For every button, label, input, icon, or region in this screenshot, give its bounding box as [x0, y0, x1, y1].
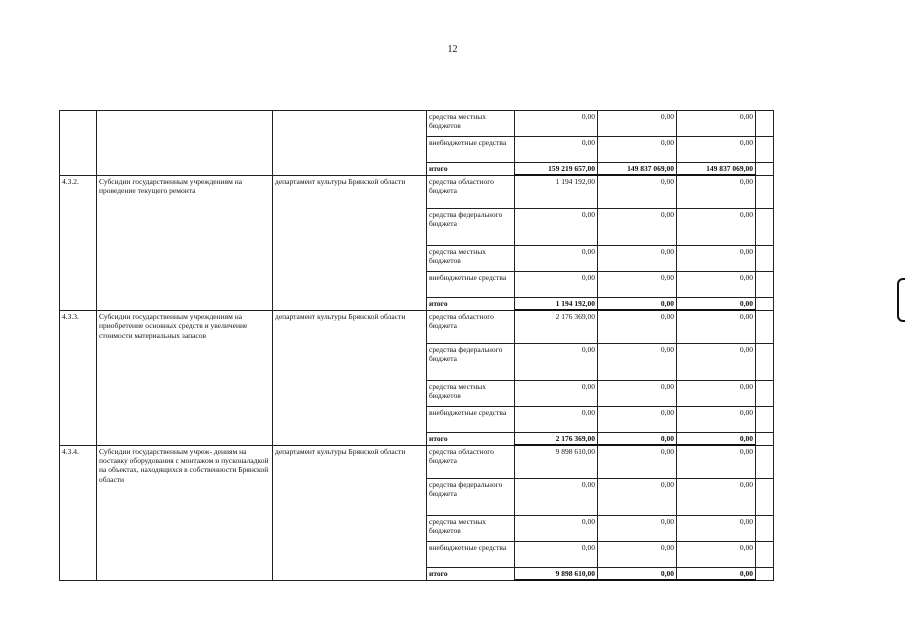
amount-1: 0,00 — [515, 343, 598, 380]
amount-3: 0,00 — [677, 297, 756, 310]
amount-2: 0,00 — [598, 380, 677, 406]
note-cell — [756, 445, 774, 478]
amount-3: 0,00 — [677, 478, 756, 515]
amount-2: 0,00 — [598, 432, 677, 445]
item-name: Субсидии государственным учреждениям на приобретение основных средств и увеличение стоимости материальных запасов — [97, 310, 273, 445]
amount-1: 9 898 610,00 — [515, 445, 598, 478]
amount-2: 0,00 — [598, 245, 677, 271]
funding-source: средства федерального бюджета — [427, 478, 515, 515]
note-cell — [756, 478, 774, 515]
amount-2: 0,00 — [598, 406, 677, 432]
amount-3: 0,00 — [677, 445, 756, 478]
amount-2: 0,00 — [598, 111, 677, 137]
note-cell — [756, 406, 774, 432]
amount-1: 2 176 369,00 — [515, 310, 598, 343]
item-code: 4.3.2. — [60, 175, 97, 310]
amount-3: 0,00 — [677, 111, 756, 137]
note-cell — [756, 310, 774, 343]
funding-source: средства областного бюджета — [427, 175, 515, 208]
amount-2: 0,00 — [598, 567, 677, 580]
amount-1: 0,00 — [515, 541, 598, 567]
amount-1: 0,00 — [515, 137, 598, 163]
amount-1: 0,00 — [515, 271, 598, 297]
amount-2: 0,00 — [598, 137, 677, 163]
note-cell — [756, 111, 774, 137]
amount-1: 0,00 — [515, 245, 598, 271]
note-cell — [756, 245, 774, 271]
amount-3: 0,00 — [677, 567, 756, 580]
amount-3: 0,00 — [677, 208, 756, 245]
amount-1: 0,00 — [515, 208, 598, 245]
amount-1: 0,00 — [515, 515, 598, 541]
note-cell — [756, 271, 774, 297]
note-cell — [756, 380, 774, 406]
item-executor: департамент культуры Брянской области — [273, 175, 427, 310]
funding-source: итого — [427, 567, 515, 580]
amount-3: 0,00 — [677, 380, 756, 406]
item-executor: департамент культуры Брянской области — [273, 310, 427, 445]
item-name: Субсидии государственным учреж- дениям на поставку оборудования с монтажом и пусконаладкой на объектах, находящихся в собственности Брянской области — [97, 445, 273, 580]
funding-source: средства местных бюджетов — [427, 380, 515, 406]
funding-source: внебюджетные средства — [427, 137, 515, 163]
amount-1: 9 898 610,00 — [515, 567, 598, 580]
note-cell — [756, 137, 774, 163]
funding-source: внебюджетные средства — [427, 406, 515, 432]
table-row — [60, 445, 774, 478]
amount-2: 0,00 — [598, 310, 677, 343]
funding-source: итого — [427, 432, 515, 445]
note-cell — [756, 343, 774, 380]
amount-2: 0,00 — [598, 445, 677, 478]
funding-source: средства областного бюджета — [427, 310, 515, 343]
amount-3: 0,00 — [677, 245, 756, 271]
amount-2: 0,00 — [598, 271, 677, 297]
amount-3: 149 837 069,00 — [677, 163, 756, 176]
funding-source: средства федерального бюджета — [427, 343, 515, 380]
funding-source: средства местных бюджетов — [427, 515, 515, 541]
amount-1: 0,00 — [515, 380, 598, 406]
amount-3: 0,00 — [677, 343, 756, 380]
amount-3: 0,00 — [677, 175, 756, 208]
amount-3: 0,00 — [677, 541, 756, 567]
note-cell — [756, 175, 774, 208]
amount-1: 0,00 — [515, 406, 598, 432]
funding-source: средства федерального бюджета — [427, 208, 515, 245]
amount-2: 0,00 — [598, 515, 677, 541]
table-row — [60, 175, 774, 208]
funding-source: средства местных бюджетов — [427, 111, 515, 137]
funding-source: итого — [427, 297, 515, 310]
amount-3: 0,00 — [677, 406, 756, 432]
note-cell — [756, 208, 774, 245]
amount-3: 0,00 — [677, 515, 756, 541]
table-row — [60, 310, 774, 343]
amount-2: 149 837 069,00 — [598, 163, 677, 176]
item-code: 4.3.3. — [60, 310, 97, 445]
amount-3: 0,00 — [677, 137, 756, 163]
item-name-empty — [97, 111, 273, 176]
amount-3: 0,00 — [677, 432, 756, 445]
budget-table — [59, 110, 774, 581]
amount-1: 159 219 657,00 — [515, 163, 598, 176]
note-cell — [756, 567, 774, 580]
amount-1: 1 194 192,00 — [515, 175, 598, 208]
funding-source: средства местных бюджетов — [427, 245, 515, 271]
item-name: Субсидии государственным учреждениям на проведение текущего ремонта — [97, 175, 273, 310]
amount-2: 0,00 — [598, 478, 677, 515]
item-code-empty — [60, 111, 97, 176]
amount-1: 2 176 369,00 — [515, 432, 598, 445]
amount-1: 1 194 192,00 — [515, 297, 598, 310]
item-executor-empty — [273, 111, 427, 176]
amount-2: 0,00 — [598, 297, 677, 310]
amount-2: 0,00 — [598, 541, 677, 567]
page-number: 12 — [447, 44, 458, 55]
funding-source: итого — [427, 163, 515, 176]
amount-1: 0,00 — [515, 111, 598, 137]
funding-source: средства областного бюджета — [427, 445, 515, 478]
note-cell — [756, 541, 774, 567]
note-cell — [756, 163, 774, 176]
amount-1: 0,00 — [515, 478, 598, 515]
amount-2: 0,00 — [598, 175, 677, 208]
note-cell — [756, 297, 774, 310]
funding-source: внебюджетные средства — [427, 271, 515, 297]
amount-3: 0,00 — [677, 271, 756, 297]
note-cell — [756, 515, 774, 541]
binding-mark — [897, 278, 905, 322]
item-code: 4.3.4. — [60, 445, 97, 580]
amount-2: 0,00 — [598, 343, 677, 380]
amount-3: 0,00 — [677, 310, 756, 343]
item-executor: департамент культуры Брянской области — [273, 445, 427, 580]
amount-2: 0,00 — [598, 208, 677, 245]
funding-source: внебюджетные средства — [427, 541, 515, 567]
note-cell — [756, 432, 774, 445]
table-row — [60, 111, 774, 137]
